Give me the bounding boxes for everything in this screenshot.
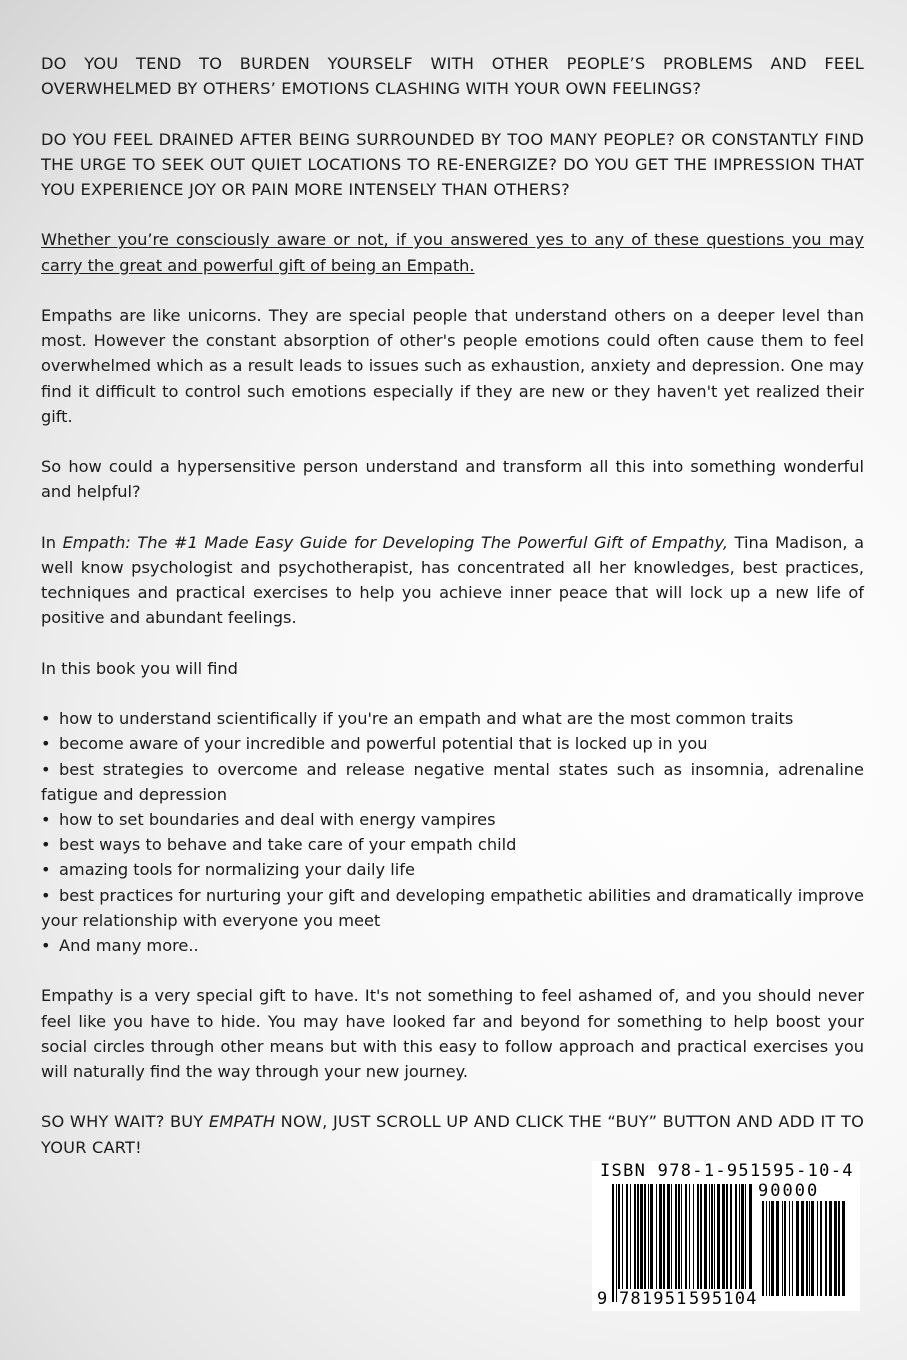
barcode-bar xyxy=(637,1184,639,1302)
cta-title: EMPATH xyxy=(208,1112,276,1132)
barcode-bar xyxy=(626,1184,628,1302)
barcode-bar xyxy=(622,1184,623,1302)
list-intro: In this book you will find xyxy=(41,658,238,678)
barcode-bar xyxy=(711,1184,713,1302)
barcode-bar xyxy=(675,1184,677,1302)
barcode-bar xyxy=(697,1184,699,1302)
barcode-bar xyxy=(640,1184,643,1302)
barcode-bar xyxy=(678,1184,680,1302)
bullet-icon: • xyxy=(41,860,51,880)
barcode-bar xyxy=(704,1184,707,1302)
barcode-bar xyxy=(782,1201,783,1296)
addon-barcode-bars xyxy=(762,1201,852,1296)
bullet-icon: • xyxy=(41,709,51,729)
barcode-bar xyxy=(681,1184,682,1302)
barcode-bar xyxy=(749,1184,752,1302)
barcode-bar xyxy=(739,1184,740,1302)
underlined-statement: Whether you’re consciously aware or not, if you answered yes to any of these questions you may carry the great and powerful gift of being an Empath. xyxy=(41,230,864,275)
barcode-bars xyxy=(612,1184,752,1302)
feature-list-item xyxy=(41,857,864,882)
barcode-bar xyxy=(766,1201,767,1296)
barcode-digit-group-2: 595104 xyxy=(689,1289,758,1309)
bullet-icon: • xyxy=(41,809,51,829)
book-description-start: In xyxy=(41,532,63,552)
barcode-bar xyxy=(745,1184,746,1302)
barcode-bar xyxy=(838,1201,840,1296)
feature-list-text: become aware of your incredible and powerful potential that is locked up in you xyxy=(59,734,708,754)
barcode-bar xyxy=(825,1201,827,1296)
back-cover-text xyxy=(41,51,864,1185)
feature-list-item xyxy=(41,832,864,857)
barcode-bar xyxy=(648,1184,649,1302)
closing-paragraph: Empathy is a very special gift to have. It's not something to feel ashamed of, and you should never feel like you have to hide. You may have looked far and beyond for something to help boost your social circles through other means but with this easy to follow approach and practical exercises you will naturally find the way through your new journey. xyxy=(41,986,864,1081)
barcode-bar xyxy=(656,1184,657,1302)
book-description-rest: Tina Madison, a well know psychologist and psychotherapist, has concentrated all her knowledges, best practices, techniques and practical exercises to help you achieve inner peace that will lock up a new life of positive and abundant feelings. xyxy=(41,532,865,628)
bullet-icon: • xyxy=(41,835,51,855)
barcode-bar xyxy=(693,1184,694,1302)
feature-list-item xyxy=(41,883,864,933)
barcode-bar xyxy=(630,1184,631,1302)
feature-list-text: how to understand scientifically if you're an empath and what are the most common traits xyxy=(59,709,794,729)
barcode-bar xyxy=(671,1184,672,1302)
barcode-bar xyxy=(700,1184,702,1302)
feature-list-text: best ways to behave and take care of your empath child xyxy=(59,835,517,855)
barcode-bar xyxy=(792,1201,793,1296)
barcode-bar xyxy=(776,1201,779,1296)
barcode-bar xyxy=(726,1184,728,1302)
barcode-bar xyxy=(796,1201,799,1296)
barcode-bar xyxy=(801,1201,804,1296)
barcode-bar xyxy=(618,1184,620,1302)
transform-question: So how could a hypersensitive person understand and transform all this into something wonderful and helpful? xyxy=(41,457,864,502)
feature-list-item xyxy=(41,706,864,731)
isbn-barcode xyxy=(592,1161,860,1311)
barcode-bar xyxy=(771,1201,774,1296)
feature-list-text: how to set boundaries and deal with energy vampires xyxy=(59,809,496,829)
barcode-bar xyxy=(722,1184,725,1302)
isbn-label: ISBN 978-1-951595-10-4 xyxy=(600,1161,854,1181)
barcode-bar xyxy=(789,1201,790,1296)
book-description xyxy=(41,530,864,631)
barcode-bar xyxy=(762,1201,764,1296)
feature-list-text: amazing tools for normalizing your daily life xyxy=(59,860,415,880)
feature-list-text: And many more.. xyxy=(59,936,199,955)
barcode-bar xyxy=(717,1184,720,1302)
bullet-icon: • xyxy=(41,936,51,955)
barcode-bar xyxy=(663,1184,665,1302)
feature-list xyxy=(41,706,864,958)
feature-list-item xyxy=(41,933,864,958)
barcode-bar xyxy=(809,1201,810,1296)
barcode-bar xyxy=(769,1201,770,1296)
barcode-bar xyxy=(612,1184,614,1302)
call-to-action xyxy=(41,1109,864,1159)
price-code: 90000 xyxy=(758,1181,820,1201)
barcode-bar xyxy=(842,1201,845,1296)
feature-list-text: best strategies to overcome and release negative mental states such as insomnia, adrenaline fatigue and depression xyxy=(41,759,864,804)
barcode-digit-group-1: 781951 xyxy=(619,1289,688,1309)
barcode-bar xyxy=(650,1184,653,1302)
barcode-bar xyxy=(616,1184,617,1302)
barcode-bar xyxy=(811,1201,814,1296)
barcode-bar xyxy=(730,1184,732,1302)
barcode-bar xyxy=(667,1184,670,1302)
barcode-bar xyxy=(735,1184,737,1302)
bullet-icon: • xyxy=(41,734,51,754)
barcode-bar xyxy=(644,1184,646,1302)
barcode-bar xyxy=(685,1184,687,1302)
cta-rest: NOW, JUST SCROLL UP AND CLICK THE “BUY” BUTTON AND ADD IT TO YOUR CART! xyxy=(41,1112,865,1157)
feature-list-text: best practices for nurturing your gift and developing empathetic abilities and dramatically improve your relationship with everyone you meet xyxy=(41,885,864,930)
barcode-bar xyxy=(714,1184,715,1302)
barcode-bar xyxy=(741,1184,744,1302)
barcode-bar xyxy=(829,1201,832,1296)
cta-start: SO WHY WAIT? BUY xyxy=(41,1112,209,1132)
barcode-bar xyxy=(806,1201,808,1296)
bullet-icon: • xyxy=(41,759,51,779)
intro-question-1: DO YOU TEND TO BURDEN YOURSELF WITH OTHER PEOPLE’S PROBLEMS AND FEEL OVERWHELMED BY OTHERS’ EMOTIONS CLASHING WITH YOUR OWN FEELINGS? xyxy=(41,54,864,99)
barcode-bar xyxy=(689,1184,690,1302)
barcode-bar xyxy=(634,1184,636,1302)
feature-list-item xyxy=(41,807,864,832)
feature-list-item xyxy=(41,731,864,756)
barcode-bar xyxy=(834,1201,837,1296)
barcode-digits xyxy=(592,1289,860,1309)
bullet-icon: • xyxy=(41,885,51,905)
barcode-bar xyxy=(820,1201,822,1296)
unicorn-paragraph: Empaths are like unicorns. They are special people that understand others on a deeper level than most. However the constant absorption of other's people emotions could often cause them to feel overwhelmed which as a result leads to issues such as exhaustion, anxiety and depression. One may find it difficult to control such emotions especially if they are new or they haven't yet realized their gift. xyxy=(41,305,864,426)
barcode-digit-lead: 9 xyxy=(597,1289,609,1309)
barcode-bar xyxy=(817,1201,818,1296)
intro-question-2: DO YOU FEEL DRAINED AFTER BEING SURROUNDED BY TOO MANY PEOPLE? OR CONSTANTLY FIND THE URGE TO SEEK OUT QUIET LOCATIONS TO RE-ENERGIZE? DO YOU GET THE IMPRESSION THAT YOU EXPERIENCE JOY OR PAIN MORE INTENSELY THAN OTHERS? xyxy=(41,129,864,199)
barcode-bar xyxy=(709,1184,710,1302)
barcode-bar xyxy=(784,1201,786,1296)
feature-list-item xyxy=(41,757,864,807)
book-title: Empath: The #1 Made Easy Guide for Developing The Powerful Gift of Empathy, xyxy=(62,532,729,552)
barcode-bar xyxy=(659,1184,662,1302)
